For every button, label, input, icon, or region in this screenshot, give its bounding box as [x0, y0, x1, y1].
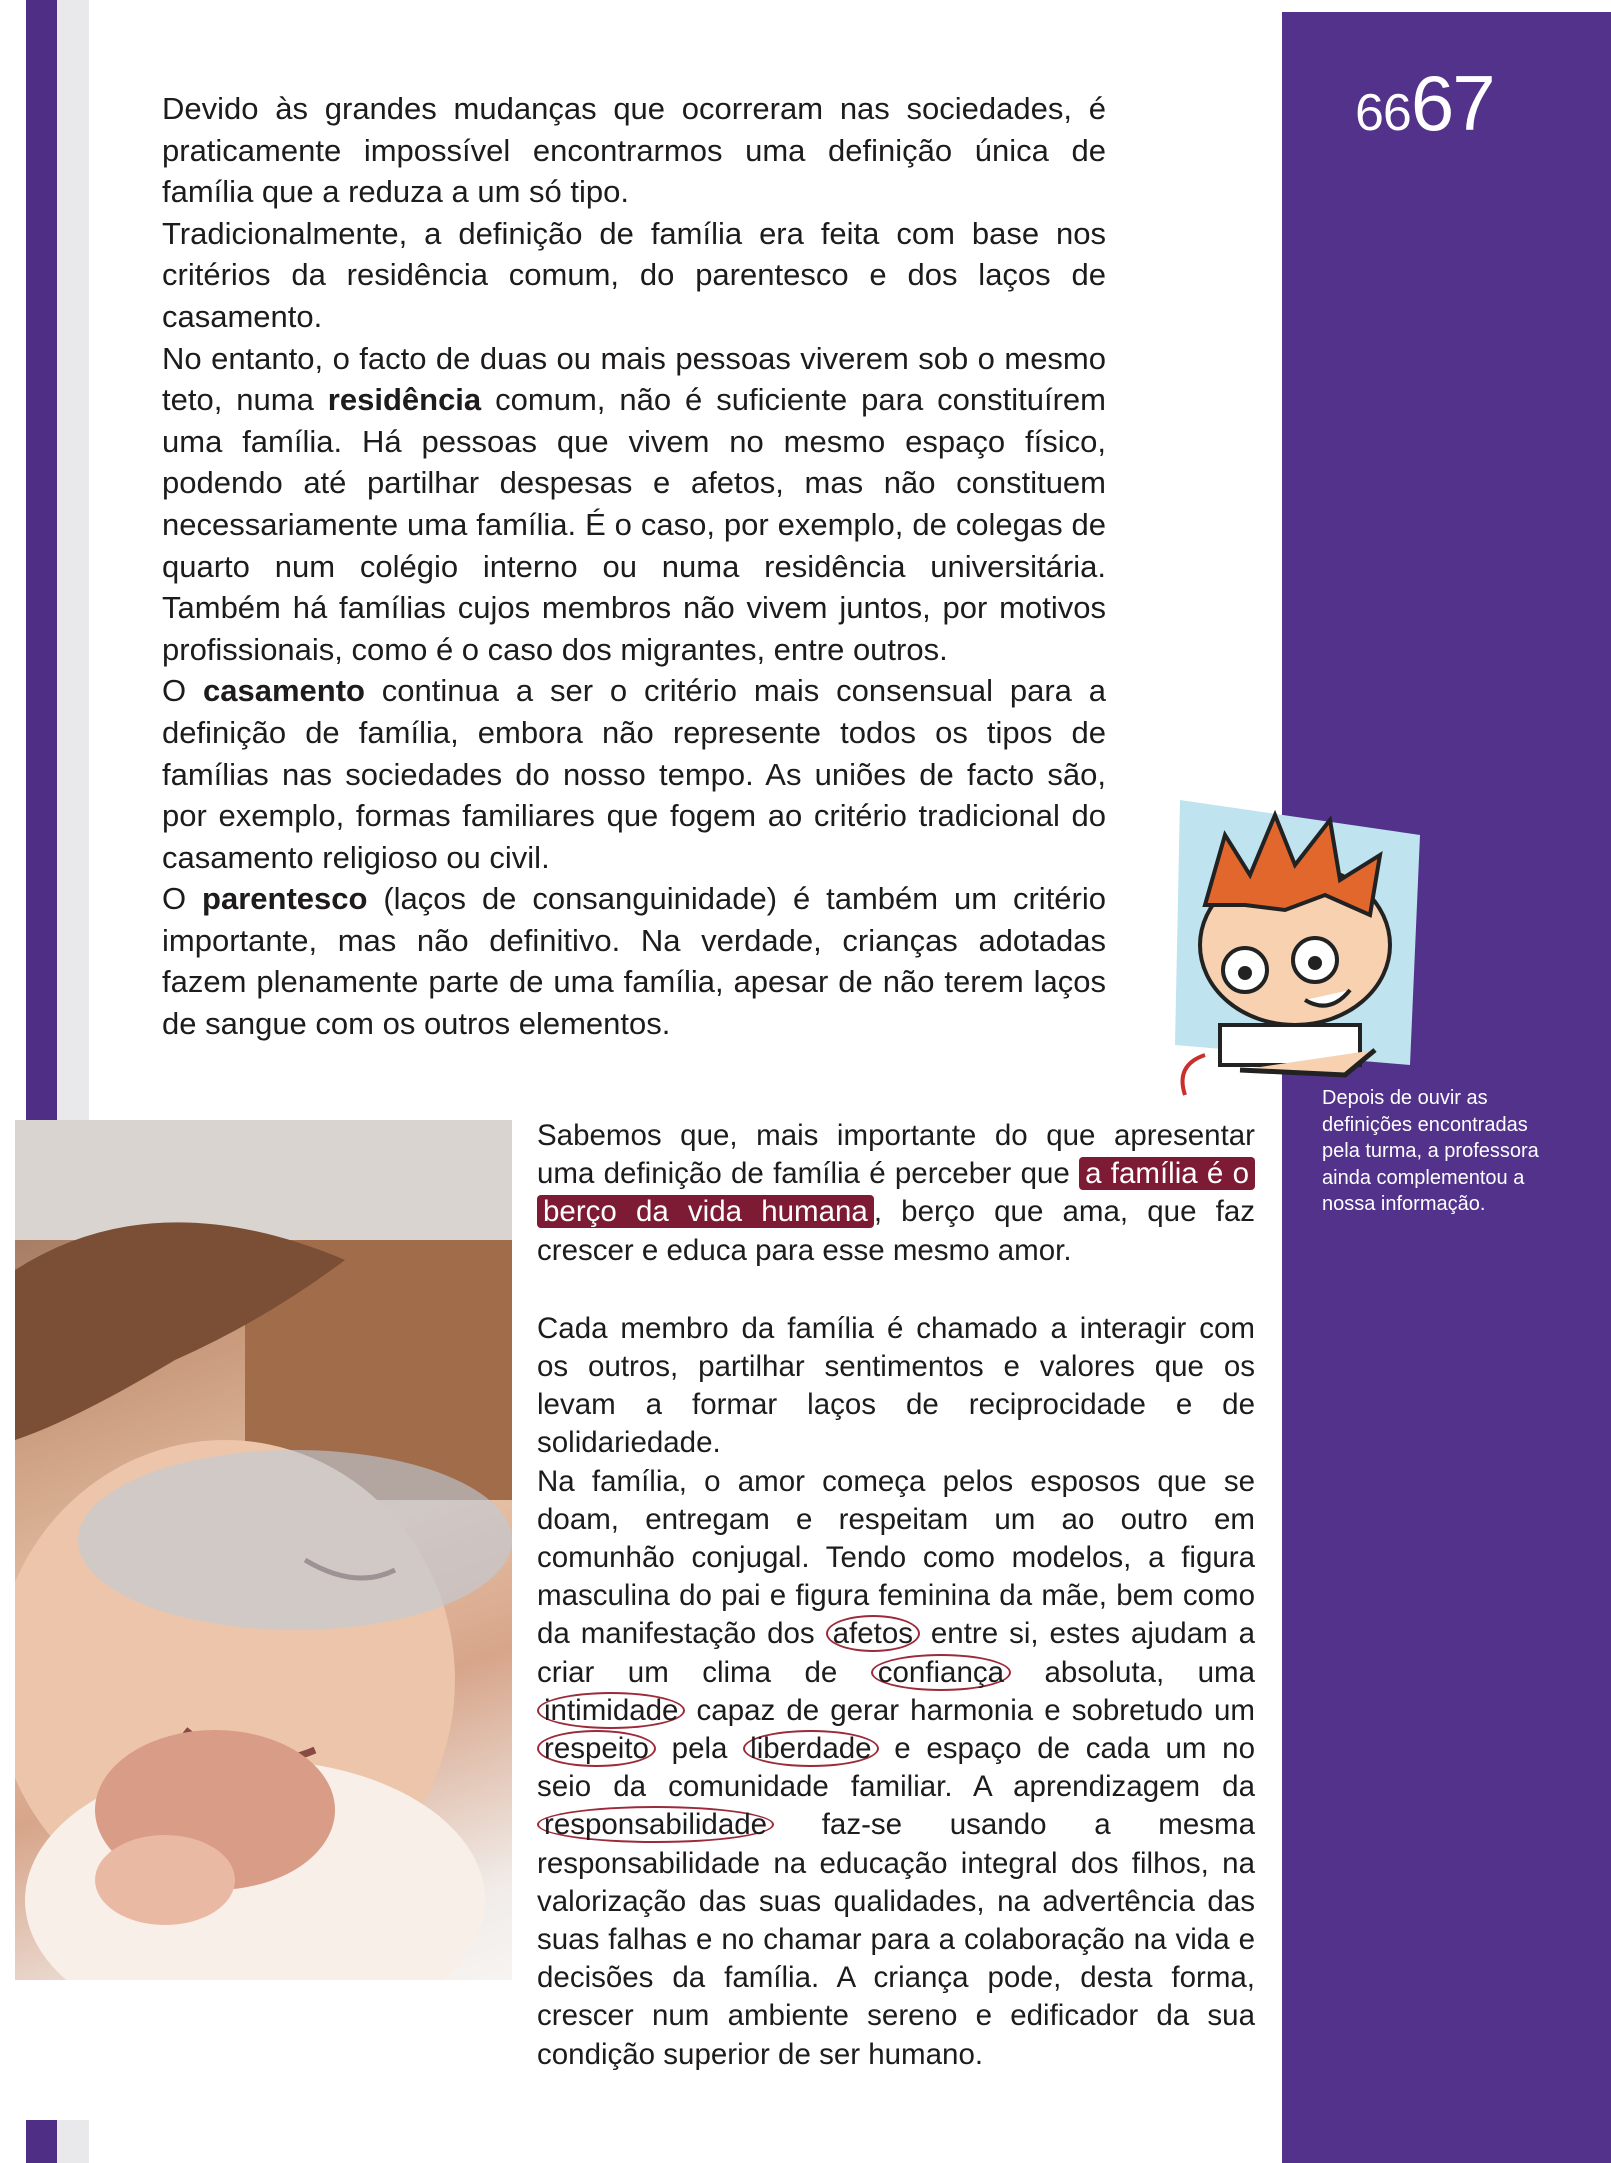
sidebar-caption: Depois de ouvir as definições encontradas pela turma, a professora ainda complementou a nossa informação.	[1322, 1087, 1539, 1215]
circled-word: responsabilidade	[537, 1806, 774, 1843]
paragraph: No entanto, o facto de duas ou mais pessoas viverem sob o mesmo teto, numa residência comum, não é suficiente para constituírem uma família. Há pessoas que vivem no mesmo espaço físico, podendo até partilhar despesas e afetos, mas não constituem necessariamente uma família. É o caso, por exemplo, de colegas de quarto num colégio interno ou numa residência universitária. Também há famílias cujos membros não vivem juntos, por motivos profissionais, como é o caso dos migrantes, entre outros.	[162, 340, 1106, 667]
bottom-text-column	[537, 1117, 1255, 2074]
highlighted-phrase: a família é o berço da vida humana	[537, 1157, 1255, 1228]
circled-word: confiança	[871, 1654, 1011, 1691]
mother-baby-photo	[15, 1120, 512, 2120]
paragraph: Devido às grandes mudanças que ocorreram nas sociedades, é praticamente impossível encontrarmos uma definição única de família que a reduza a um só tipo.	[162, 91, 1106, 210]
circled-word: respeito	[537, 1730, 656, 1767]
page-number-left: 66	[1355, 84, 1411, 142]
paragraph: O casamento continua a ser o critério mais consensual para a definição de família, embora não represente todos os tipos de famílias nas sociedades do nosso tempo. As uniões de facto são, por exemplo, formas familiares que fogem ao critério tradicional do casamento religioso ou civil.	[162, 673, 1106, 875]
circled-word: intimidade	[537, 1692, 685, 1729]
paragraph: Tradicionalmente, a definição de família era feita com base nos critérios da residência comum, do parentesco e dos laços de casamento.	[162, 215, 1106, 334]
circled-word: afetos	[826, 1615, 920, 1652]
keyword: parentesco	[202, 881, 368, 917]
top-text-column	[162, 88, 1106, 1045]
keyword: casamento	[202, 673, 365, 709]
paragraph: O parentesco (laços de consanguinidade) é também um critério importante, mas não definitivo. Na verdade, crianças adotadas fazem plenamente parte de uma família, apesar de não terem laços de sangue com os outros elementos.	[162, 881, 1106, 1042]
page-number	[1355, 58, 1494, 158]
keyword: residência	[327, 382, 482, 418]
spacer	[537, 1270, 1255, 1310]
cartoon-boy-illustration	[1165, 795, 1425, 1130]
paragraph: Na família, o amor começa pelos esposos que se doam, entregam e respeitam um ao outro em comunhão conjugal. Tendo como modelos, a figura masculina do pai e figura feminina da mãe, bem como da manifestação dos afetos entre si, estes ajudam a criar um clima de confiança absoluta, uma intimidade capaz de gerar harmonia e sobretudo um respeito pela liberdade e espaço de cada um no seio da comunidade familiar. A aprendizagem da responsabilidade faz-se usando a mesma responsabilidade na educação integral dos filhos, na valorização das suas qualidades, na advertência das suas falhas e no chamar para a colaboração na vida e decisões da família. A criança pode, desta forma, crescer num ambiente sereno e edificador da sua condição superior de ser humano.	[537, 1464, 1255, 2071]
paragraph: Cada membro da família é chamado a interagir com os outros, partilhar sentimentos e valores que os levam a formar laços de reciprocidade e de solidariedade.	[537, 1311, 1255, 1460]
highlight-paragraph: Sabemos que, mais importante do que apresentar uma definição de família é perceber que a família é o berço da vida humana , berço que ama, que faz crescer e educa para esse mesmo amor.	[537, 1119, 1256, 1267]
page-number-right: 67	[1410, 59, 1494, 147]
circled-word: liberdade	[743, 1730, 878, 1767]
